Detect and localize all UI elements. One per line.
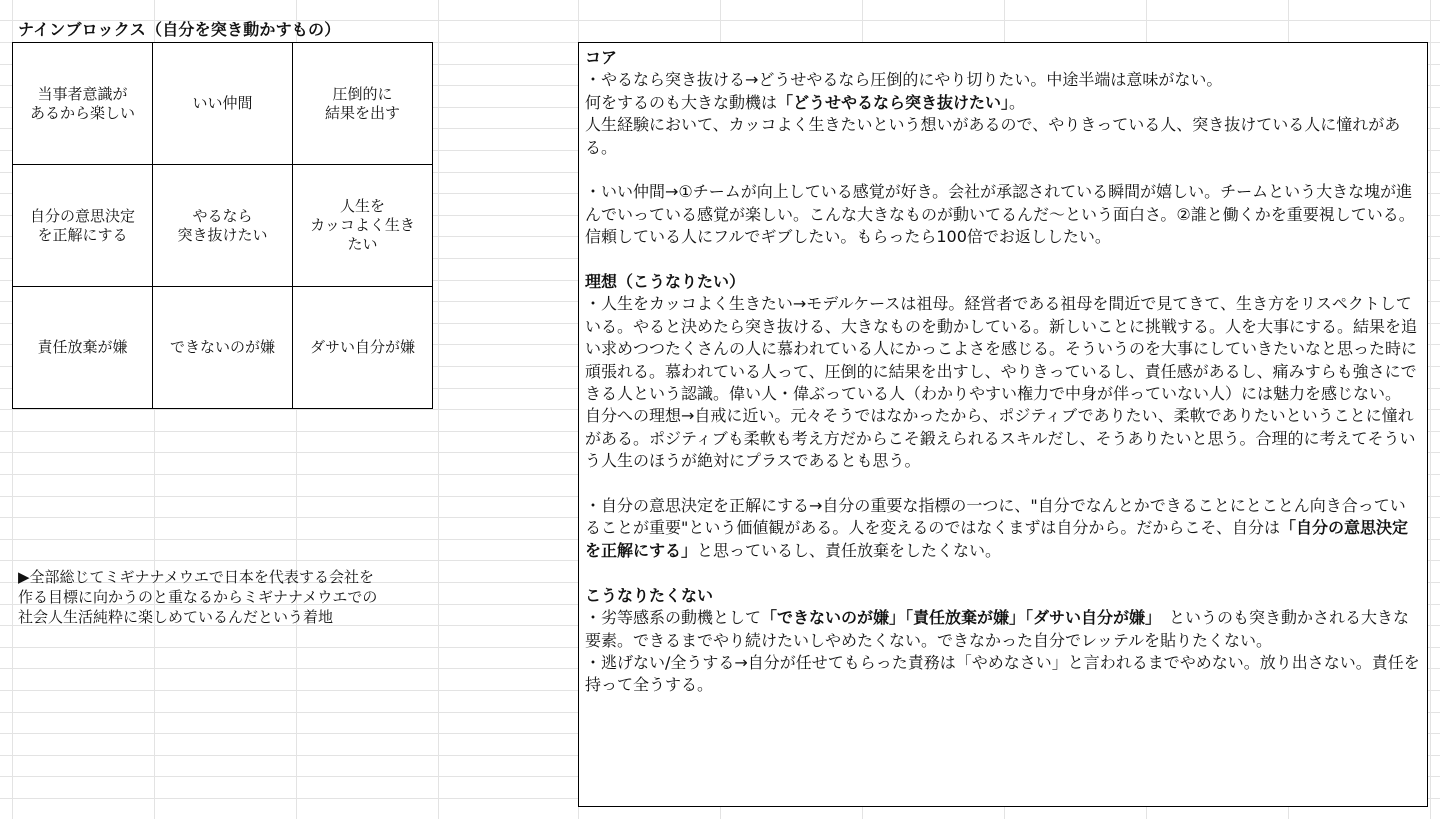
spacer <box>585 473 1421 495</box>
nine-block-cell[interactable]: ダサい自分が嫌 <box>293 287 433 409</box>
avoid-motive-bold: 「できないのが嫌」「責任放棄が嫌」「ダサい自分が嫌」 <box>761 608 1154 628</box>
avoid-motive-text: ・劣等感系の動機として <box>585 608 762 628</box>
core-line <box>585 92 1421 114</box>
avoid-motive-end: というのも突き動かされる大きな要素。できるまでやり続けたいしやめたくない。できなかった自分でレッテルを貼りたくない。 <box>585 608 1410 650</box>
ideal-decision-text: ・自分の意思決定を正解にする→自分の重要な指標の一つに、"自分でなんとかできることにとことん向き合っていることが重要"という価値観がある。人を変えるのではなくまずは自分から。だからこそ、自分は <box>585 496 1406 538</box>
avoid-line: ・逃げない/全うする→自分が任せてもらった責務は「やめなさい」と言われるまでやめない。放り出さない。責任を持って全うする。 <box>585 652 1420 695</box>
ideal-decision-end: と思っているし、責任放棄をしたくない。 <box>697 540 1002 560</box>
spacer <box>585 562 1421 584</box>
nine-block-cell[interactable]: できないのが嫌 <box>153 287 293 409</box>
core-motive-bold: 「どうせやるなら突き抜けたい」 <box>777 92 1010 112</box>
ideal-line: ・人生をカッコよく生きたい→モデルケースは祖母。経営者である祖母を間近で見てきて、生き方をリスペクトしている。やると決めたら突き抜ける、大きなものを動かしている。新しいことに挑戦する。人を大事にする。結果を追い求めつつたくさんの人に慕われている人にかっこよさを感じる。そういうのを大事にしていきたいなと思った時に頑張れる。慕われている人って、圧倒的に結果を出すし、やりきっているし、責任感があるし、痛みすらも強さにできる人という認識。偉い人・偉ぶっている人（わかりやすい権力で中身が伴っていない人）には魅力を感じない。 <box>585 294 1418 404</box>
nine-blocks-row <box>13 165 433 287</box>
ideal-line: 自分への理想→自戒に近い。元々そうではなかったから、ポジティブでありたい、柔軟でありたいということに憧れがある。ポジティブも柔軟も考え方だからこそ鍛えられるスキルだし、そうありたいと思う。合理的に考えてそういう人生のほうが絶対にプラスであるとも思う。 <box>585 406 1416 471</box>
core-line: ・いい仲間→①チームが向上している感覚が好き。会社が承認されている瞬間が嬉しい。チームという大きな塊が進んでいっている感覚が楽しい。こんな大きなものが動いてるんだ〜という面白さ。②誰と働くかを重要視している。信頼している人にフルでギブしたい。もらったら100倍でお返ししたい。 <box>585 182 1415 247</box>
ideal-line <box>585 495 1421 562</box>
nine-block-cell[interactable]: 当事者意識が あるから楽しい <box>13 43 153 165</box>
sheet-title: ナインブロックス（自分を突き動かすもの） <box>18 20 341 39</box>
core-heading: コア <box>585 48 618 67</box>
spacer <box>585 249 1421 271</box>
summary-note[interactable]: ▶全部総じてミギナナメウエで日本を代表する会社を 作る目標に向かうのと重なるからミギナナメウエでの 社会人生活純粋に楽しめているんだという着地 <box>18 568 378 626</box>
core-line: 人生経験において、カッコよく生きたいという想いがあるので、やりきっている人、突き抜けている人に憧れがある。 <box>585 115 1401 157</box>
nine-blocks-row <box>13 43 433 165</box>
nine-blocks-row <box>13 287 433 409</box>
nine-block-cell[interactable]: 圧倒的に 結果を出す <box>293 43 433 165</box>
core-motive-text: 何をするのも大きな動機は <box>585 92 778 112</box>
avoid-line <box>585 607 1421 652</box>
core-line: ・やるなら突き抜ける→どうせやるなら圧倒的にやり切りたい。中途半端は意味がない。 <box>585 70 1223 90</box>
nine-block-cell[interactable]: 自分の意思決定 を正解にする <box>13 165 153 287</box>
nine-block-cell[interactable]: 人生を カッコよく生き たい <box>293 165 433 287</box>
spacer <box>585 159 1421 181</box>
nine-blocks-table <box>12 42 433 409</box>
avoid-heading: こうなりたくない <box>585 585 714 605</box>
ideal-heading: 理想（こうなりたい） <box>585 272 746 292</box>
nine-block-cell[interactable]: 責任放棄が嫌 <box>13 287 153 409</box>
ideal-decision-bold: 「自分の意思決定を正解にする」 <box>585 518 1409 560</box>
notes-text-box[interactable] <box>578 42 1428 807</box>
core-motive-end: 。 <box>1009 92 1026 112</box>
nine-block-cell[interactable]: いい仲間 <box>153 43 293 165</box>
nine-block-cell-center[interactable]: やるなら 突き抜けたい <box>153 165 293 287</box>
